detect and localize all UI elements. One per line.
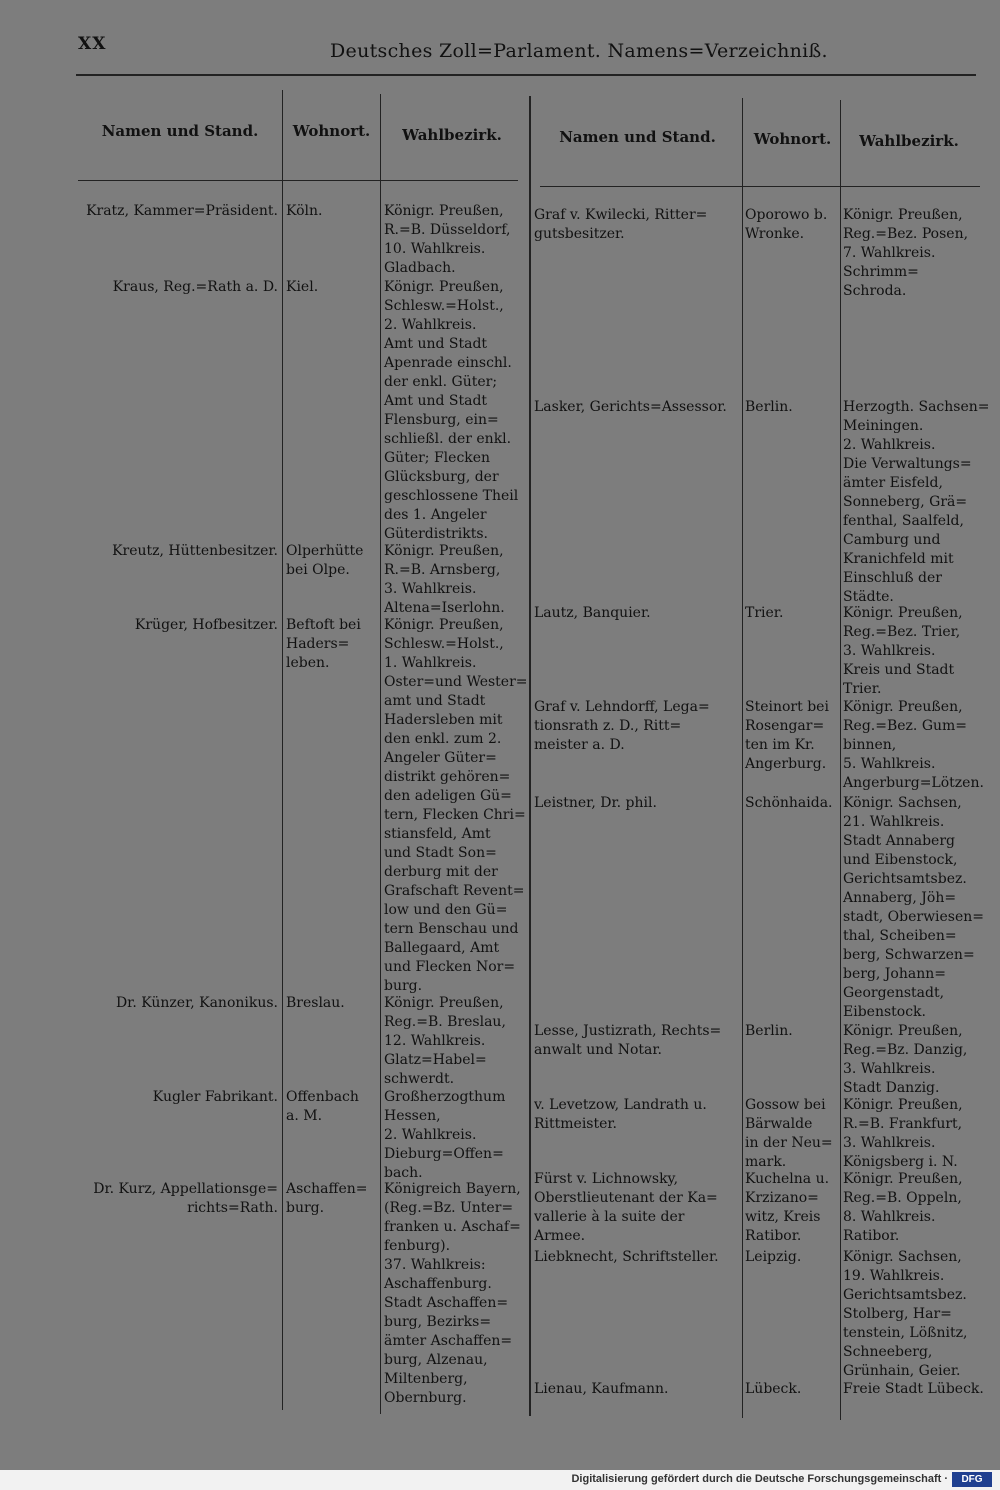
entry-name-line: v. Levetzow, Landrath u. <box>534 1097 707 1113</box>
entry-district-line: und Stadt Son= <box>384 845 497 861</box>
entry-district-line: Annaberg, Jöh= <box>843 890 957 906</box>
entry-name-line: Kugler Fabrikant. <box>152 1089 278 1105</box>
entry-district-line: schließl. der enkl. <box>384 431 512 447</box>
column-rule-center <box>529 96 531 1416</box>
entry-district-line: Königr. Preußen, <box>384 279 504 295</box>
header-right-name: Namen und Stand. <box>559 128 716 146</box>
column-rule <box>742 98 743 1418</box>
entry-name-line: Lasker, Gerichts=Assessor. <box>534 399 727 415</box>
page-title: Deutsches Zoll=Parlament. Namens=Verzeichniß. <box>330 40 828 62</box>
entry-district-line: burg, Alzenau, <box>384 1352 488 1368</box>
entry-district-line: Schneeberg, <box>843 1344 933 1360</box>
entry-district-line: Freie Stadt Lübeck. <box>843 1381 984 1397</box>
entry-district-line: Altena=Iserlohn. <box>384 600 505 616</box>
entry-district-line: Königr. Preußen, <box>843 699 963 715</box>
entry-district-line: (Reg.=Bz. Unter= <box>384 1200 514 1216</box>
entry-residence-line: Rosengar= <box>745 718 825 734</box>
entry-residence-line: Krzizano= <box>745 1190 819 1206</box>
entry-district <box>843 1022 983 1098</box>
entry-district-line: derburg mit der <box>384 864 498 880</box>
entry-district-line: Reg.=B. Breslau, <box>384 1014 506 1030</box>
entry-district-line: binnen, <box>843 737 897 753</box>
entry-residence <box>286 278 378 297</box>
entry-residence <box>745 1380 839 1399</box>
entry-district-line: 21. Wahlkreis. <box>843 814 945 830</box>
entry-district-line: Schlesw.=Holst., <box>384 298 504 314</box>
entry-district-line: 3. Wahlkreis. <box>843 1061 936 1077</box>
entry-district <box>384 1088 524 1183</box>
entry-district-line: Ballegaard, Amt <box>384 940 500 956</box>
entry-district-line: Miltenberg, <box>384 1371 468 1387</box>
entry-residence-line: Haders= <box>286 636 350 652</box>
entry-district-line: Schlesw.=Holst., <box>384 636 504 652</box>
entry-district-line: berg, Schwarzen= <box>843 947 975 963</box>
entry-district-line: Königr. Preußen, <box>384 203 504 219</box>
header-right-district: Wahlbezirk. <box>859 132 959 150</box>
entry-name <box>534 604 740 623</box>
header-left-residence: Wohnort. <box>292 122 371 140</box>
entry-name <box>60 994 278 1013</box>
entry-name <box>60 1180 278 1218</box>
entry-district-line: 7. Wahlkreis. <box>843 245 936 261</box>
entry-district-line: Obernburg. <box>384 1390 467 1406</box>
entry-name-line: Liebknecht, Schriftsteller. <box>534 1249 719 1265</box>
entry-district-line: Großherzogthum <box>384 1089 506 1105</box>
header-left-name: Namen und Stand. <box>101 122 259 140</box>
entry-district-line: stiansfeld, Amt <box>384 826 491 842</box>
entry-district-line: burg. <box>384 978 423 994</box>
entry-residence <box>745 794 839 813</box>
entry-residence-line: burg. <box>286 1200 325 1216</box>
entry-district-line: des 1. Angeler <box>384 507 487 523</box>
entry-district-line: 5. Wahlkreis. <box>843 756 936 772</box>
entry-district-line: Trier. <box>843 681 882 697</box>
entry-name <box>60 542 278 561</box>
entry-residence-line: Offenbach <box>286 1089 359 1105</box>
entry-district <box>384 1180 524 1408</box>
entry-district <box>384 278 524 544</box>
entry-district-line: Apenrade einschl. <box>384 355 512 371</box>
entry-district-line: ämter Aschaffen= <box>384 1333 513 1349</box>
entry-residence <box>286 994 378 1013</box>
entry-district-line: Gerichtsamtsbez. <box>843 1287 967 1303</box>
entry-district-line: amt und Stadt <box>384 693 486 709</box>
entry-district <box>843 206 983 301</box>
entry-district-line: thal, Scheiben= <box>843 928 957 944</box>
entry-name-line: tionsrath z. D., Ritt= <box>534 718 682 734</box>
column-rule <box>380 94 381 1414</box>
entry-name <box>534 1170 740 1246</box>
entry-residence <box>286 1088 378 1126</box>
column-rule <box>840 100 841 1420</box>
entry-district-line: 1. Wahlkreis. <box>384 655 477 671</box>
entry-district-line: Stolberg, Har= <box>843 1306 952 1322</box>
entry-district-line: Königr. Preußen, <box>843 207 963 223</box>
entry-residence-line: witz, Kreis <box>745 1209 821 1225</box>
entry-district-line: Gerichtsamtsbez. <box>843 871 967 887</box>
entry-district-line: und Flecken Nor= <box>384 959 516 975</box>
entry-name <box>60 616 278 635</box>
entry-name-line: vallerie à la suite der <box>534 1209 685 1225</box>
entry-district-line: Reg.=Bez. Trier, <box>843 624 961 640</box>
entry-district <box>843 1096 983 1172</box>
entry-district-line: tern, Flecken Chri= <box>384 807 526 823</box>
entry-residence-line: in der Neu= <box>745 1135 833 1151</box>
entry-name <box>534 1096 740 1134</box>
entry-name <box>534 794 740 813</box>
entry-district-line: Kranichfeld mit <box>843 551 954 567</box>
entry-district-line: Königr. Preußen, <box>843 1023 963 1039</box>
entry-district-line: Herzogth. Sachsen= <box>843 399 990 415</box>
entry-residence-line: mark. <box>745 1154 787 1170</box>
entry-district-line: 3. Wahlkreis. <box>843 643 936 659</box>
entry-district-line: der enkl. Güter; <box>384 374 498 390</box>
entry-name <box>534 698 740 755</box>
entry-district-line: franken u. Aschaf= <box>384 1219 521 1235</box>
entry-district-line: Königr. Preußen, <box>843 605 963 621</box>
entry-district <box>843 1170 983 1246</box>
entry-residence <box>286 1180 378 1218</box>
entry-residence-line: Angerburg. <box>745 756 827 772</box>
entry-name-line: Oberstlieutenant der Ka= <box>534 1190 718 1206</box>
entry-district-line: Angerburg=Lötzen. <box>843 775 984 791</box>
entry-district-line: distrikt gehören= <box>384 769 511 785</box>
entry-district-line: Flensburg, ein= <box>384 412 499 428</box>
entry-name <box>534 1380 740 1399</box>
page-number: XX <box>78 34 107 54</box>
entry-residence <box>286 616 378 673</box>
entry-district-line: Reg.=Bez. Posen, <box>843 226 969 242</box>
entry-district-line: 2. Wahlkreis. <box>384 1127 477 1143</box>
entry-district-line: Reg.=B. Oppeln, <box>843 1190 962 1206</box>
entry-district-line: Amt und Stadt <box>384 336 488 352</box>
header-left-district: Wahlbezirk. <box>402 126 502 144</box>
footer-credit: Digitalisierung gefördert durch die Deutsche Forschungsgemeinschaft · <box>571 1473 948 1485</box>
entry-district-line: Angeler Güter= <box>384 750 497 766</box>
entry-residence-line: ten im Kr. <box>745 737 815 753</box>
entry-district-line: Städte. <box>843 589 894 605</box>
entry-district-line: Amt und Stadt <box>384 393 488 409</box>
entry-district-line: Grafschaft Revent= <box>384 883 525 899</box>
entry-district-line: tenstein, Lößnitz, <box>843 1325 968 1341</box>
entry-residence-line: Ratibor. <box>745 1228 802 1244</box>
entry-district-line: 3. Wahlkreis. <box>384 581 477 597</box>
entry-district-line: und Eibenstock, <box>843 852 958 868</box>
entry-residence-line: Lübeck. <box>745 1381 802 1397</box>
entry-district-line: 8. Wahlkreis. <box>843 1209 936 1225</box>
entry-name-line: Rittmeister. <box>534 1116 618 1132</box>
entry-district-line: Königr. Sachsen, <box>843 1249 962 1265</box>
entry-district-line: Königr. Preußen, <box>843 1097 963 1113</box>
entry-district-line: Stadt Danzig. <box>843 1080 940 1096</box>
entry-residence-line: Oporowo b. <box>745 207 828 223</box>
entry-district-line: Eibenstock. <box>843 1004 926 1020</box>
entry-district <box>843 1248 983 1381</box>
entry-district-line: fenburg). <box>384 1238 451 1254</box>
entry-residence <box>745 1022 839 1041</box>
entry-name-line: Krüger, Hofbesitzer. <box>134 617 278 633</box>
entry-district-line: Güter; Flecken <box>384 450 491 466</box>
entry-residence <box>745 398 839 417</box>
entry-residence-line: Bärwalde <box>745 1116 813 1132</box>
entry-district <box>843 604 983 699</box>
entry-district-line: Die Verwaltungs= <box>843 456 972 472</box>
entry-district-line: R.=B. Frankfurt, <box>843 1116 963 1132</box>
entry-residence <box>745 1248 839 1267</box>
entry-district-line: Güterdistrikts. <box>384 526 488 542</box>
entry-district-line: low und den Gü= <box>384 902 508 918</box>
entry-name <box>534 1022 740 1060</box>
entry-name <box>534 1248 740 1267</box>
entry-district-line: Schrimm= <box>843 264 919 280</box>
entry-district-line: Reg.=Bz. Danzig, <box>843 1042 968 1058</box>
entry-district-line: den enkl. zum 2. <box>384 731 502 747</box>
entry-residence-line: Trier. <box>745 605 784 621</box>
entry-district-line: Stadt Aschaffen= <box>384 1295 509 1311</box>
entry-district-line: Sonneberg, Grä= <box>843 494 968 510</box>
entry-district <box>843 1380 983 1399</box>
entry-residence-line: Gossow bei <box>745 1097 826 1113</box>
entry-name-line: Kreutz, Hüttenbesitzer. <box>112 543 278 559</box>
entry-residence <box>745 1170 839 1246</box>
entry-district-line: 2. Wahlkreis. <box>843 437 936 453</box>
entry-district-line: burg, Bezirks= <box>384 1314 492 1330</box>
header-rule-top <box>76 74 976 76</box>
entry-residence-line: bei Olpe. <box>286 562 350 578</box>
entry-residence <box>286 542 378 580</box>
entry-district <box>384 994 524 1089</box>
entry-district-line: Glücksburg, der <box>384 469 499 485</box>
entry-district-line: Königr. Sachsen, <box>843 795 962 811</box>
entry-residence <box>745 604 839 623</box>
dfg-logo: DFG <box>952 1472 992 1487</box>
entry-residence-line: Kiel. <box>286 279 319 295</box>
entry-name-line: meister a. D. <box>534 737 625 753</box>
entry-district <box>384 542 524 618</box>
entry-district-line: Königreich Bayern, <box>384 1181 521 1197</box>
entry-district-line: Glatz=Habel= <box>384 1052 487 1068</box>
entry-residence-line: Berlin. <box>745 1023 793 1039</box>
entry-district-line: Camburg und <box>843 532 941 548</box>
entry-district-line: Ratibor. <box>843 1228 900 1244</box>
entry-district-line: fenthal, Saalfeld, <box>843 513 964 529</box>
entry-district <box>384 616 528 996</box>
entry-district-line: Grünhain, Geier. <box>843 1363 961 1379</box>
entry-district-line: Meiningen. <box>843 418 924 434</box>
entry-district-line: 10. Wahlkreis. <box>384 241 486 257</box>
entry-district-line: berg, Johann= <box>843 966 946 982</box>
entry-name-line: gutsbesitzer. <box>534 226 625 242</box>
entry-name-line: Graf v. Kwilecki, Ritter= <box>534 207 708 223</box>
entry-name-line: anwalt und Notar. <box>534 1042 662 1058</box>
entry-name-line: Lautz, Banquier. <box>534 605 651 621</box>
entry-district-line: bach. <box>384 1165 423 1181</box>
entry-district-line: 2. Wahlkreis. <box>384 317 477 333</box>
entry-district-line: Einschluß der <box>843 570 942 586</box>
entry-district-line: 37. Wahlkreis: <box>384 1257 486 1273</box>
entry-name-line: Lienau, Kaufmann. <box>534 1381 669 1397</box>
entry-district-line: 3. Wahlkreis. <box>843 1135 936 1151</box>
entry-residence <box>745 698 839 774</box>
entry-district-line: Königr. Preußen, <box>384 543 504 559</box>
entry-district-line: Kreis und Stadt <box>843 662 955 678</box>
entry-name-line: richts=Rath. <box>187 1200 278 1216</box>
entry-district-line: Königr. Preußen, <box>384 995 504 1011</box>
entry-district-line: Gladbach. <box>384 260 456 276</box>
entry-name-line: Dr. Kurz, Appellationsge= <box>93 1181 278 1197</box>
entry-residence <box>286 202 378 221</box>
entry-district-line: Reg.=Bez. Gum= <box>843 718 968 734</box>
entry-district-line: den adeligen Gü= <box>384 788 512 804</box>
entry-district-line: geschlossene Theil <box>384 488 519 504</box>
entry-district <box>384 202 524 278</box>
entry-name <box>534 398 740 417</box>
header-rule-left <box>78 180 518 181</box>
entry-district-line: Königr. Preußen, <box>843 1171 963 1187</box>
entry-district-line: 12. Wahlkreis. <box>384 1033 486 1049</box>
footer-bar <box>0 1470 1000 1490</box>
entry-district-line: Schroda. <box>843 283 907 299</box>
entry-district-line: R.=B. Arnsberg, <box>384 562 501 578</box>
entry-residence-line: Steinort bei <box>745 699 829 715</box>
entry-district-line: Königr. Preußen, <box>384 617 504 633</box>
column-rule <box>282 90 283 1410</box>
entry-district-line: Stadt Annaberg <box>843 833 955 849</box>
entry-district-line: 19. Wahlkreis. <box>843 1268 945 1284</box>
entry-name-line: Kraus, Reg.=Rath a. D. <box>112 279 278 295</box>
entry-district <box>843 398 990 607</box>
header-rule-right <box>540 186 980 187</box>
entry-name-line: Leistner, Dr. phil. <box>534 795 657 811</box>
entry-name <box>534 206 740 244</box>
entry-residence-line: Breslau. <box>286 995 345 1011</box>
entry-district-line: stadt, Oberwiesen= <box>843 909 985 925</box>
entry-district-line: Oster=und Wester= <box>384 674 528 690</box>
entry-residence-line: Olperhütte <box>286 543 364 559</box>
entry-name-line: Kratz, Kammer=Präsident. <box>86 203 278 219</box>
entry-district <box>843 698 983 793</box>
entry-residence-line: Aschaffen= <box>286 1181 368 1197</box>
entry-residence-line: Berlin. <box>745 399 793 415</box>
entry-residence-line: Köln. <box>286 203 323 219</box>
entry-district-line: Hessen, <box>384 1108 441 1124</box>
entry-residence-line: a. M. <box>286 1108 323 1124</box>
entry-residence-line: Schönhaida. <box>745 795 833 811</box>
entry-name <box>60 202 278 221</box>
entry-district-line: schwerdt. <box>384 1071 455 1087</box>
entry-district-line: ämter Eisfeld, <box>843 475 943 491</box>
entry-district-line: R.=B. Düsseldorf, <box>384 222 511 238</box>
entry-residence <box>745 1096 839 1172</box>
entry-residence <box>745 206 839 244</box>
entry-residence-line: Leipzig. <box>745 1249 802 1265</box>
entry-name <box>60 1088 278 1107</box>
header-right-residence: Wohnort. <box>753 130 832 148</box>
entry-name <box>60 278 278 297</box>
entry-residence-line: Beftoft bei <box>286 617 361 633</box>
entry-name-line: Graf v. Lehndorff, Lega= <box>534 699 710 715</box>
entry-district-line: Georgenstadt, <box>843 985 945 1001</box>
entry-district <box>843 794 983 1022</box>
entry-name-line: Lesse, Justizrath, Rechts= <box>534 1023 722 1039</box>
entry-name-line: Armee. <box>534 1228 586 1244</box>
entry-district-line: Hadersleben mit <box>384 712 503 728</box>
entry-district-line: Dieburg=Offen= <box>384 1146 504 1162</box>
entry-name-line: Fürst v. Lichnowsky, <box>534 1171 679 1187</box>
entry-district-line: Königsberg i. N. <box>843 1154 958 1170</box>
entry-residence-line: Kuchelna u. <box>745 1171 830 1187</box>
entry-district-line: Aschaffenburg. <box>384 1276 492 1292</box>
entry-residence-line: Wronke. <box>745 226 805 242</box>
entry-residence-line: leben. <box>286 655 330 671</box>
entry-district-line: tern Benschau und <box>384 921 519 937</box>
entry-name-line: Dr. Künzer, Kanonikus. <box>115 995 278 1011</box>
